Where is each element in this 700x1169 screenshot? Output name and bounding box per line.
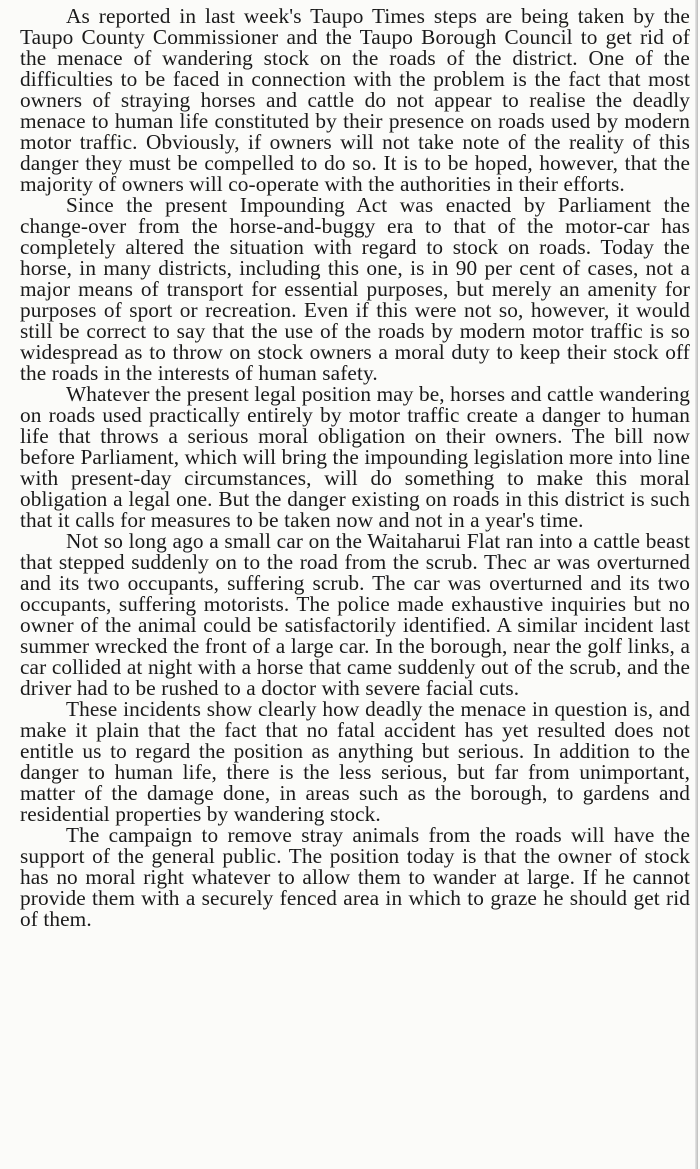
editorial-paragraph: As reported in last week's Taupo Times steps are being taken by the Taupo County Commissioner and the Taupo Borough Council to get rid of the menace of wandering stock on the roads of the district. One of the difficulties to be faced in connection with the problem is the fact that most owners of straying horses and cattle do not appear to realise the deadly menace to human life constituted by their presence on roads used by modern motor traffic. Obviously, if owners will not take note of the reality of this danger they must be compelled to do so. It is to be hoped, however, that the majority of owners will co-operate with the authorities in their efforts.: [20, 4, 690, 196]
page-edge-shadow: [695, 0, 698, 1169]
editorial-column: [20, 6, 690, 930]
editorial-paragraph: These incidents show clearly how deadly the menace in question is, and make it plain that the fact that no fatal accident has yet resulted does not entitle us to regard the position as anything but serious. In addition to the danger to human life, there is the less serious, but far from unimportant, matter of the damage done, in areas such as the borough, to gardens and residential properties by wandering stock.: [20, 697, 690, 826]
editorial-paragraph: The campaign to remove stray animals from the roads will have the support of the general public. The position today is that the owner of stock has no moral right whatever to allow them to wander at large. If he cannot provide them with a securely fenced area in which to graze he should get rid of them.: [20, 823, 690, 931]
editorial-paragraph: Since the present Impounding Act was enacted by Parliament the change-over from the horse-and-buggy era to that of the motor-car has completely altered the situation with regard to stock on roads. Today the horse, in many districts, including this one, is in 90 per cent of cases, not a major means of transport for essential purposes, but merely an amenity for purposes of sport or recreation. Even if this were not so, however, it would still be correct to say that the use of the roads by modern motor traffic is so widespread as to throw on stock owners a moral duty to keep their stock off the roads in the interests of human safety.: [20, 193, 690, 385]
editorial-paragraph: Whatever the present legal position may be, horses and cattle wandering on roads used practically entirely by motor traffic create a danger to human life that throws a serious moral obligation on their owners. The bill now before Parliament, which will bring the impounding legislation more into line with present-day circumstances, will do something to make this moral obligation a legal one. But the danger existing on roads in this district is such that it calls for measures to be taken now and not in a year's time.: [20, 382, 690, 532]
editorial-paragraph: Not so long ago a small car on the Waitaharui Flat ran into a cattle beast that stepped suddenly on to the road from the scrub. Thec ar was overturned and its two occupants, suffering scrub. The car was overturned and its two occupants, suffering motorists. The police made exhaustive inquiries but no owner of the animal could be satisfactorily identified. A similar incident last summer wrecked the front of a large car. In the borough, near the golf links, a car collided at night with a horse that came suddenly out of the scrub, and the driver had to be rushed to a doctor with severe facial cuts.: [20, 529, 690, 700]
